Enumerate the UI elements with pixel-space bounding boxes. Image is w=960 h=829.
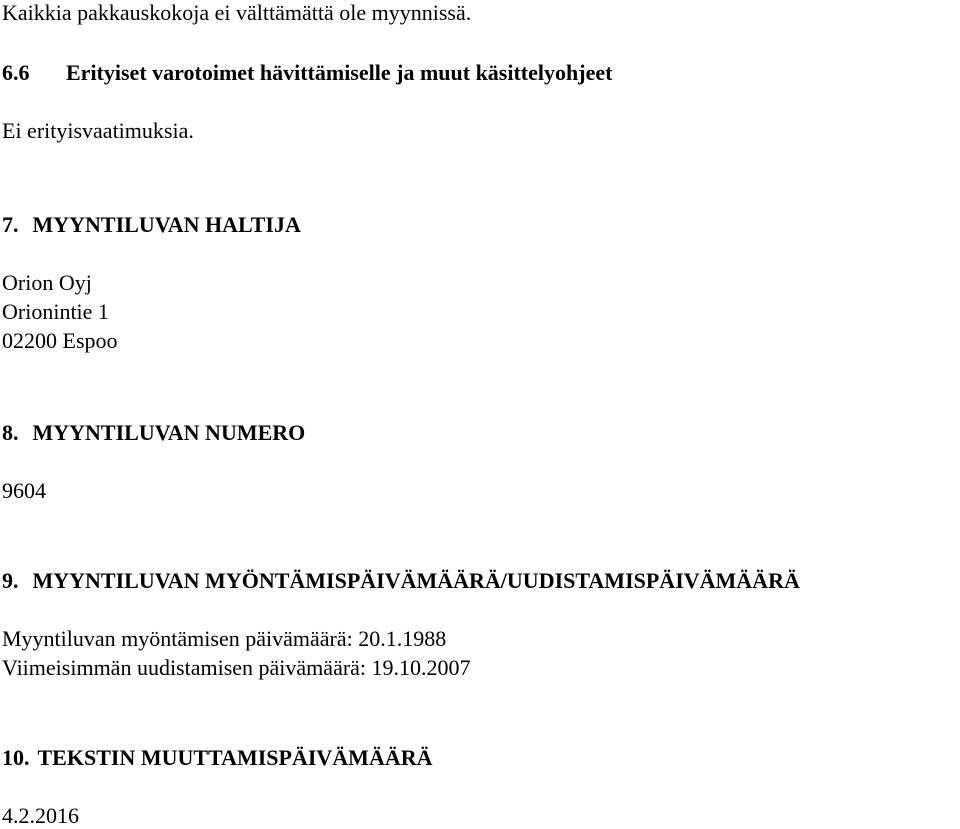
section-6-6-body: Ei erityisvaatimuksia.	[2, 118, 194, 143]
revision-date: 4.2.2016	[2, 803, 79, 828]
section-8-heading	[2, 420, 305, 446]
section-6-6-number: 6.6	[2, 60, 30, 85]
section-9-title: MYYNTILUVAN MYÖNTÄMISPÄIVÄMÄÄRÄ/UUDISTAMISPÄIVÄMÄÄRÄ	[32, 568, 800, 593]
section-10-title: TEKSTIN MUUTTAMISPÄIVÄMÄÄRÄ	[37, 745, 433, 770]
grant-date-line: Myyntiluvan myöntämisen päivämäärä: 20.1.1988	[2, 626, 447, 651]
section-7-heading	[2, 212, 301, 238]
section-7-number: 7.	[2, 212, 19, 237]
section-8-title: MYYNTILUVAN NUMERO	[32, 420, 306, 445]
holder-line-3: 02200 Espoo	[2, 328, 118, 353]
section-8-number: 8.	[2, 420, 19, 445]
section-10-heading	[2, 745, 433, 771]
section-9-number: 9.	[2, 568, 19, 593]
holder-line-1: Orion Oyj	[2, 270, 92, 295]
section-6-6-heading	[2, 60, 612, 86]
section-10-number: 10.	[2, 745, 30, 770]
license-number: 9604	[2, 478, 46, 503]
section-6-6-title: Erityiset varotoimet hävittämiselle ja muut käsittelyohjeet	[66, 60, 613, 85]
section-7-title: MYYNTILUVAN HALTIJA	[32, 212, 301, 237]
holder-line-2: Orionintie 1	[2, 299, 109, 324]
intro-note: Kaikkia pakkauskokoja ei välttämättä ole myynnissä.	[2, 0, 472, 25]
section-9-heading	[2, 568, 800, 594]
renewal-date-line: Viimeisimmän uudistamisen päivämäärä: 19.10.2007	[2, 655, 471, 680]
